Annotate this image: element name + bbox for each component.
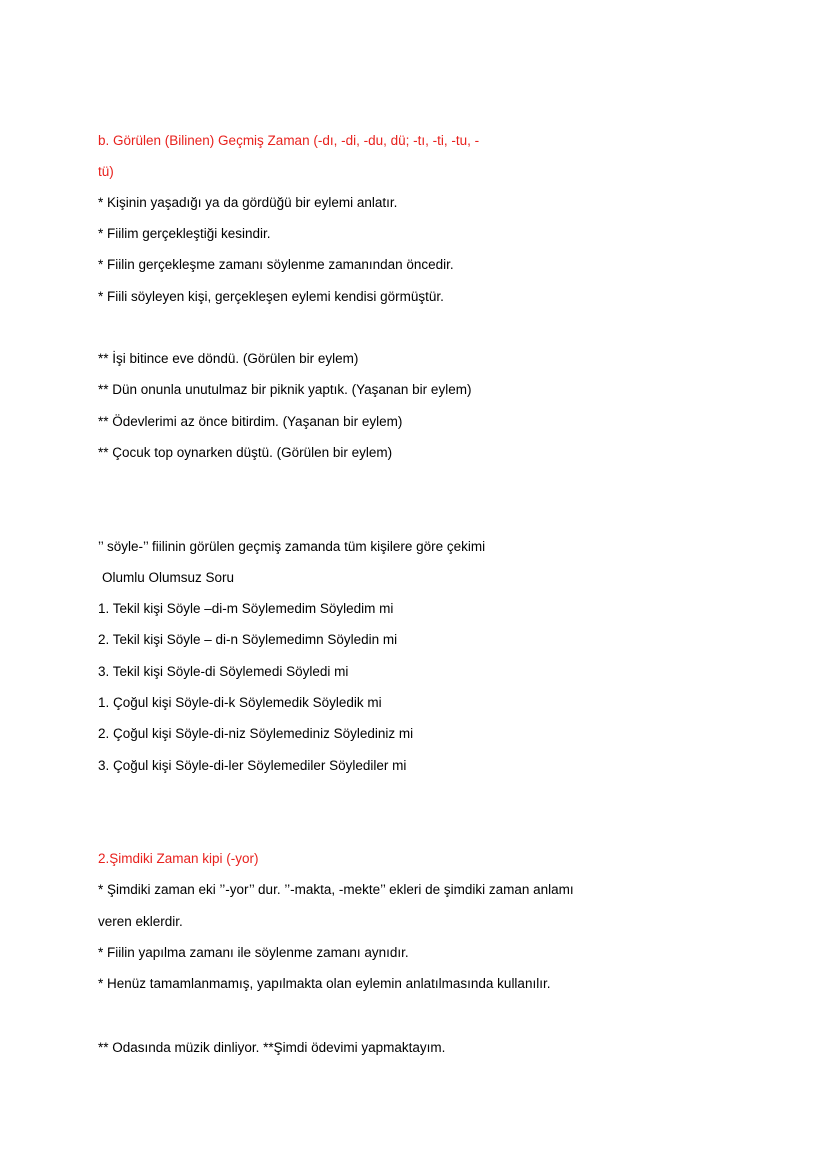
section-b-heading-continued: tü) <box>98 164 114 179</box>
example-item: ** Dün onunla unutulmaz bir piknik yaptık. (Yaşanan bir eylem) <box>98 382 472 397</box>
section-2-heading: 2.Şimdiki Zaman kipi (-yor) <box>98 851 259 866</box>
conjugation-row: 3. Çoğul kişi Söyle-di-ler Söylemediler Söylediler mi <box>98 758 407 773</box>
rule-item: * Fiilim gerçekleştiği kesindir. <box>98 226 271 241</box>
example-item: ** İşi bitince eve döndü. (Görülen bir eylem) <box>98 351 359 366</box>
example-item: ** Çocuk top oynarken düştü. (Görülen bir eylem) <box>98 445 393 460</box>
rule-item: * Kişinin yaşadığı ya da gördüğü bir eylemi anlatır. <box>98 195 398 210</box>
conjugation-row: 2. Tekil kişi Söyle – di-n Söylemedimn Söyledin mi <box>98 632 398 647</box>
conjugation-row: 1. Tekil kişi Söyle –di-m Söylemedim Söyledim mi <box>98 601 394 616</box>
conjugation-title: ’’ söyle-’’ fiilinin görülen geçmiş zamanda tüm kişilere göre çekimi <box>98 539 486 554</box>
rule-item-continued: veren eklerdir. <box>98 914 183 929</box>
example-item: ** Odasında müzik dinliyor. **Şimdi ödevimi yapmaktayım. <box>98 1040 446 1055</box>
section-b-heading: b. Görülen (Bilinen) Geçmiş Zaman (-dı, -di, -du, dü; -tı, -ti, -tu, - <box>98 133 480 148</box>
conjugation-row: 1. Çoğul kişi Söyle-di-k Söylemedik Söyledik mi <box>98 695 382 710</box>
rule-item: * Fiilin gerçekleşme zamanı söylenme zamanından öncedir. <box>98 257 454 272</box>
conjugation-header: Olumlu Olumsuz Soru <box>102 570 235 585</box>
rule-item: * Şimdiki zaman eki ’’-yor’’ dur. ’’-makta, -mekte’’ ekleri de şimdiki zaman anlamı <box>98 882 574 897</box>
example-item: ** Ödevlerimi az önce bitirdim. (Yaşanan bir eylem) <box>98 414 403 429</box>
conjugation-row: 2. Çoğul kişi Söyle-di-niz Söylemediniz Söylediniz mi <box>98 726 414 741</box>
rule-item: * Henüz tamamlanmamış, yapılmakta olan eylemin anlatılmasında kullanılır. <box>98 976 551 991</box>
conjugation-row: 3. Tekil kişi Söyle-di Söylemedi Söyledi mi <box>98 664 349 679</box>
rule-item: * Fiilin yapılma zamanı ile söylenme zamanı aynıdır. <box>98 945 409 960</box>
rule-item: * Fiili söyleyen kişi, gerçekleşen eylemi kendisi görmüştür. <box>98 289 444 304</box>
